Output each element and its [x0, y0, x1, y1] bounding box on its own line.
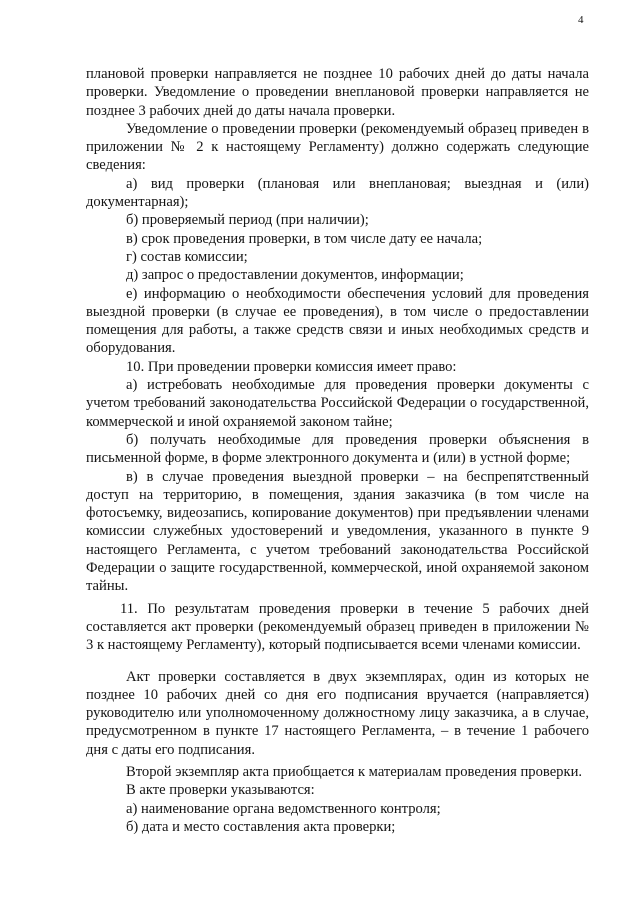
paragraph: Второй экземпляр акта приобщается к материалам проведения проверки.: [126, 763, 583, 780]
list-item: а) наименование органа ведомственного контроля;: [126, 800, 441, 817]
paragraph: Уведомление о проведении проверки (рекомендуемый образец приведен в приложении № 2 к настоящему Регламенту) должно содержать следующие сведения:: [86, 120, 589, 174]
list-item: б) проверяемый период (при наличии);: [126, 212, 369, 229]
list-item: а) вид проверки (плановая или внеплановая; выездная и (или) документарная);: [86, 175, 589, 211]
list-item: б) дата и место составления акта проверки;: [126, 818, 396, 835]
list-item: а) истребовать необходимые для проведения проверки документы с учетом требований законодательства Российской Федерации о государственной, коммерческой и иной охраняемой законом тайне;: [86, 377, 589, 430]
section-paragraph: 10. При проведении проверки комиссия имеет право:: [126, 358, 457, 375]
list-item: д) запрос о предоставлении документов, информации;: [126, 267, 464, 284]
list-item: б) получать необходимые для проведения проверки объяснения в письменной форме, в форме электронного документа и (или) в устной форме;: [86, 431, 589, 467]
list-item: г) состав комиссии;: [126, 248, 248, 265]
page-number: 4: [578, 14, 584, 26]
paragraph: В акте проверки указываются:: [126, 782, 315, 799]
list-item: в) срок проведения проверки, в том числе дату ее начала;: [126, 230, 483, 247]
paragraph: Акт проверки составляется в двух экземплярах, один из которых не позднее 10 рабочих дней со дня его подписания вручается (направляется) руководителю или уполномоченному должностному лицу заказчика, а в случае, предусмотренном в пункте 17 настоящего Регламента, – в течение 1 рабочего дня с даты его подписания.: [86, 668, 589, 758]
document-body: [86, 65, 589, 836]
paragraph: плановой проверки направляется не позднее 10 рабочих дней до даты начала проверки. Уведомление о проведении внеплановой проверки направляется не позднее 3 рабочих дней до даты начала проверки.: [86, 66, 589, 119]
list-item: е) информацию о необходимости обеспечения условий для проведения выездной проверки (в случае ее проведения), в том числе о предоставлении помещения для работы, а также средств связи и иных необходимых средств и оборудования.: [86, 285, 589, 357]
list-item: в) в случае проведения выездной проверки – на беспрепятственный доступ на территорию, в помещения, здания заказчика (в том числе на фотосъемку, видеозапись, копирование документов) при предъявлении членами комиссии служебных удостоверений и уведомления, указанного в пункте 9 настоящего Регламента, с учетом требований законодательства Российской Федерации о защите государственной, коммерческой, иной охраняемой законом тайны.: [86, 468, 589, 595]
section-paragraph: 11. По результатам проведения проверки в течение 5 рабочих дней составляется акт проверки (рекомендуемый образец приведен в приложении № 3 к настоящему Регламенту), который подписывается всеми членами комиссии.: [86, 600, 589, 654]
